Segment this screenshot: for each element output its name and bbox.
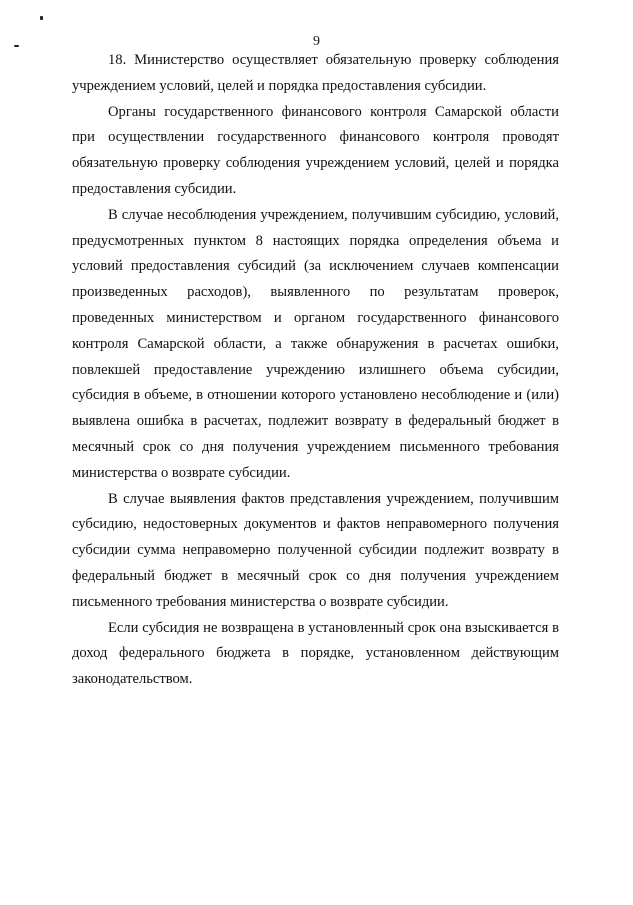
document-body [72, 48, 559, 693]
scan-speck [40, 16, 43, 20]
paragraph-financial-control-bodies: Органы государственного финансового контроля Самарской области при осуществлении государственного финансового контроля проводят обязательную проверку соблюдения учреждением условий, целей и порядка предоставления субсидии. [72, 103, 559, 197]
paragraph-false-documents-return: В случае выявления фактов представления учреждением, получившим субсидию, недостоверных документов и фактов неправомерного получения субсидии сумма неправомерно полученной субсидии подлежит возврату в федеральный бюджет в месячный срок со дня получения учреждением письменного требования министерства о возврате субсидии. [72, 490, 559, 610]
paragraph-18-ministry-check: 18. Министерство осуществляет обязательную проверку соблюдения учреждением условий, целей и порядка предоставления субсидии. [72, 52, 559, 94]
paragraph-recovery-procedure: Если субсидия не возвращена в установленный срок она взыскивается в доход федерального бюджета в порядке, установленном действующим законодательством. [72, 619, 559, 688]
paragraph-noncompliance-return: В случае несоблюдения учреждением, получившим субсидию, условий, предусмотренных пунктом 8 настоящих порядка определения объема и условий предоставления субсидий (за исключением случаев компенсации произведенных расходов), выявленного по результатам проверок, проведенных министерством и органом государственного финансового контроля Самарской области, а также обнаружения в расчетах ошибки, повлекшей предоставление учреждению излишнего объема субсидии, субсидия в объеме, в отношении которого установлено несоблюдение и (или) выявлена ошибка в расчетах, подлежит возврату в федеральный бюджет в месячный срок со дня получения учреждением письменного требования министерства о возврате субсидии. [72, 206, 559, 481]
page-number: 9 [313, 34, 320, 49]
